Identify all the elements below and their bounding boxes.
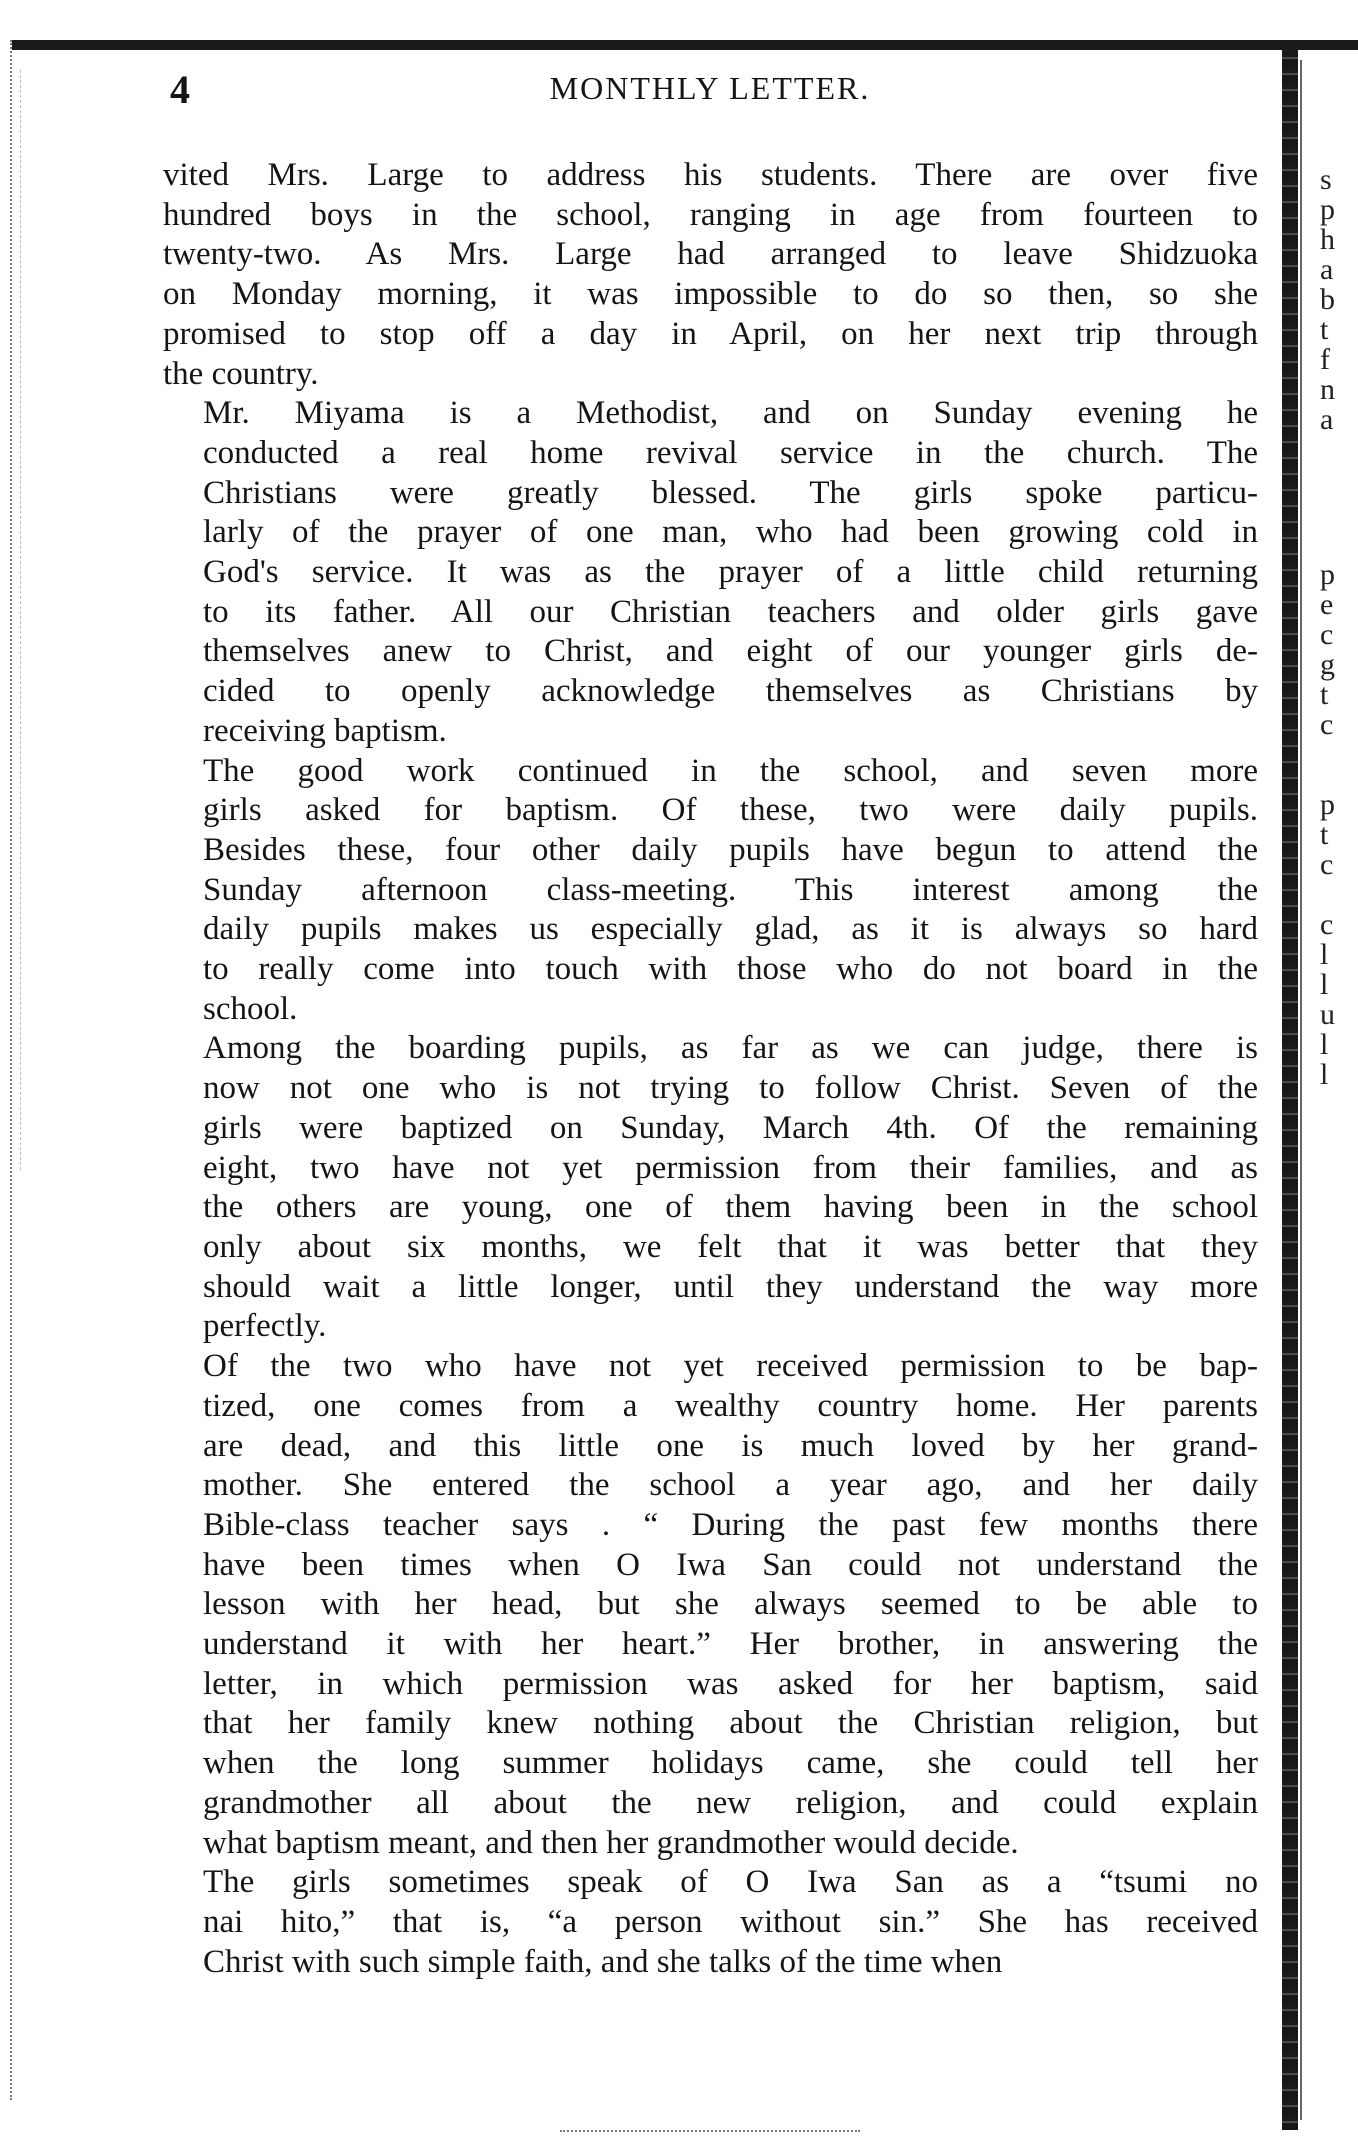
text-line: daily pupils makes us especially glad, as it is always so hard (203, 911, 1258, 948)
text-line: lesson with her head, but she always seemed to be able to (203, 1586, 1258, 1623)
neighbor-letter: a (1320, 403, 1334, 436)
neighbor-letter: h (1320, 223, 1335, 256)
neighbor-letter: p (1320, 193, 1335, 226)
neighbor-letter: c (1320, 848, 1334, 881)
text-line: understand it with her heart.” Her brother, in answering the (203, 1626, 1258, 1663)
text-line: Mr. Miyama is a Methodist, and on Sunday evening he (203, 395, 1258, 432)
binding-gutter (1282, 50, 1298, 2130)
neighbor-letter: g (1320, 648, 1335, 681)
text-line: only about six months, we felt that it was better that they (203, 1228, 1258, 1265)
neighbor-letter: b (1320, 283, 1335, 316)
text-line: on Monday morning, it was impossible to do so then, so she (163, 276, 1258, 313)
neighbor-letter: n (1320, 373, 1335, 406)
left-page-edge (10, 40, 16, 2100)
text-line: should wait a little longer, until they understand the way more (203, 1268, 1258, 1305)
paragraph (163, 156, 1258, 394)
paragraph (163, 1863, 1258, 1982)
text-line: when the long summer holidays came, she could tell her (203, 1745, 1258, 1782)
text-line: Of the two who have not yet received permission to be bap- (203, 1348, 1258, 1385)
neighbor-letter: p (1320, 558, 1335, 591)
neighbor-letter: t (1320, 678, 1329, 711)
text-line: God's service. It was as the prayer of a little child returning (203, 554, 1258, 591)
text-line: perfectly. (203, 1308, 327, 1345)
neighbor-letter: c (1320, 908, 1334, 941)
page-header (170, 66, 1250, 120)
text-line: receiving baptism. (203, 712, 447, 749)
text-line: have been times when O Iwa San could not understand the (203, 1546, 1258, 1583)
text-line: twenty-two. As Mrs. Large had arranged to leave Shidzuoka (163, 236, 1258, 273)
neighbor-letter: f (1320, 343, 1330, 376)
neighbor-letter: a (1320, 253, 1334, 286)
neighbor-letter: t (1320, 818, 1329, 851)
left-margin-specks (20, 70, 27, 1170)
text-line: Christians were greatly blessed. The girls spoke particu- (203, 474, 1258, 511)
neighbor-letter: t (1320, 313, 1329, 346)
text-line: themselves anew to Christ, and eight of our younger girls de- (203, 633, 1258, 670)
text-line: Among the boarding pupils, as far as we can judge, there is (203, 1030, 1258, 1067)
neighbor-letter: u (1320, 998, 1335, 1031)
neighbor-letter: p (1320, 788, 1335, 821)
neighbor-letter: c (1320, 708, 1334, 741)
text-line: now not one who is not trying to follow Christ. Seven of the (203, 1070, 1258, 1107)
paragraph (163, 394, 1258, 751)
bottom-specks (560, 2130, 860, 2136)
neighbor-letter: l (1320, 1028, 1329, 1061)
text-line: conducted a real home revival service in the church. The (203, 434, 1258, 471)
neighbor-letter: l (1320, 1058, 1329, 1091)
text-line: Sunday afternoon class-meeting. This interest among the (203, 871, 1258, 908)
text-line: are dead, and this little one is much loved by her grand- (203, 1427, 1258, 1464)
paragraph (163, 752, 1258, 1030)
running-title: MONTHLY LETTER. (549, 70, 871, 106)
neighbor-letter: s (1320, 163, 1332, 196)
neighbor-letter: l (1320, 938, 1329, 971)
text-line: tized, one comes from a wealthy country home. Her parents (203, 1387, 1258, 1424)
paragraph (163, 1347, 1258, 1863)
text-line: hundred boys in the school, ranging in age from fourteen to (163, 196, 1258, 233)
neighbor-letter: e (1320, 588, 1334, 621)
text-line: vited Mrs. Large to address his students. There are over five (163, 157, 1258, 193)
text-line: The good work continued in the school, and seven more (203, 752, 1258, 789)
neighbor-page-fragments (1320, 0, 1358, 2150)
text-line: to really come into touch with those who do not board in the (203, 951, 1258, 988)
page-number: 4 (170, 67, 190, 112)
body-text (163, 156, 1258, 1982)
text-line: school. (203, 990, 298, 1027)
text-line: grandmother all about the new religion, and could explain (203, 1784, 1258, 1821)
text-line: Christ with such simple faith, and she talks of the time when (203, 1943, 1003, 1980)
text-line: cided to openly acknowledge themselves as Christians by (203, 673, 1258, 710)
text-line: girls asked for baptism. Of these, two were daily pupils. (203, 792, 1258, 829)
text-line: promised to stop off a day in April, on her next trip through (163, 315, 1258, 352)
text-line: letter, in which permission was asked for her baptism, said (203, 1665, 1258, 1702)
top-border-rule (12, 40, 1358, 50)
text-line: what baptism meant, and then her grandmother would decide. (203, 1824, 1019, 1861)
text-line: the country. (163, 355, 319, 392)
text-line: Besides these, four other daily pupils have begun to attend the (203, 831, 1258, 868)
paragraph (163, 1029, 1258, 1347)
text-line: Bible-class teacher says . “ During the past few months there (203, 1506, 1258, 1543)
neighbor-letter: l (1320, 968, 1329, 1001)
text-line: eight, two have not yet permission from their families, and as (203, 1149, 1258, 1186)
text-line: the others are young, one of them having been in the school (203, 1189, 1258, 1226)
text-line: nai hito,” that is, “a person without sin.” She has received (203, 1903, 1258, 1940)
neighbor-letter: c (1320, 618, 1334, 651)
text-line: that her family knew nothing about the Christian religion, but (203, 1705, 1258, 1742)
text-line: girls were baptized on Sunday, March 4th. Of the remaining (203, 1109, 1258, 1146)
text-line: The girls sometimes speak of O Iwa San as a “tsumi no (203, 1864, 1258, 1901)
binding-gutter-line (1300, 60, 1302, 2120)
text-line: larly of the prayer of one man, who had been growing cold in (203, 514, 1258, 551)
text-line: to its father. All our Christian teachers and older girls gave (203, 593, 1258, 630)
text-line: mother. She entered the school a year ago, and her daily (203, 1467, 1258, 1504)
